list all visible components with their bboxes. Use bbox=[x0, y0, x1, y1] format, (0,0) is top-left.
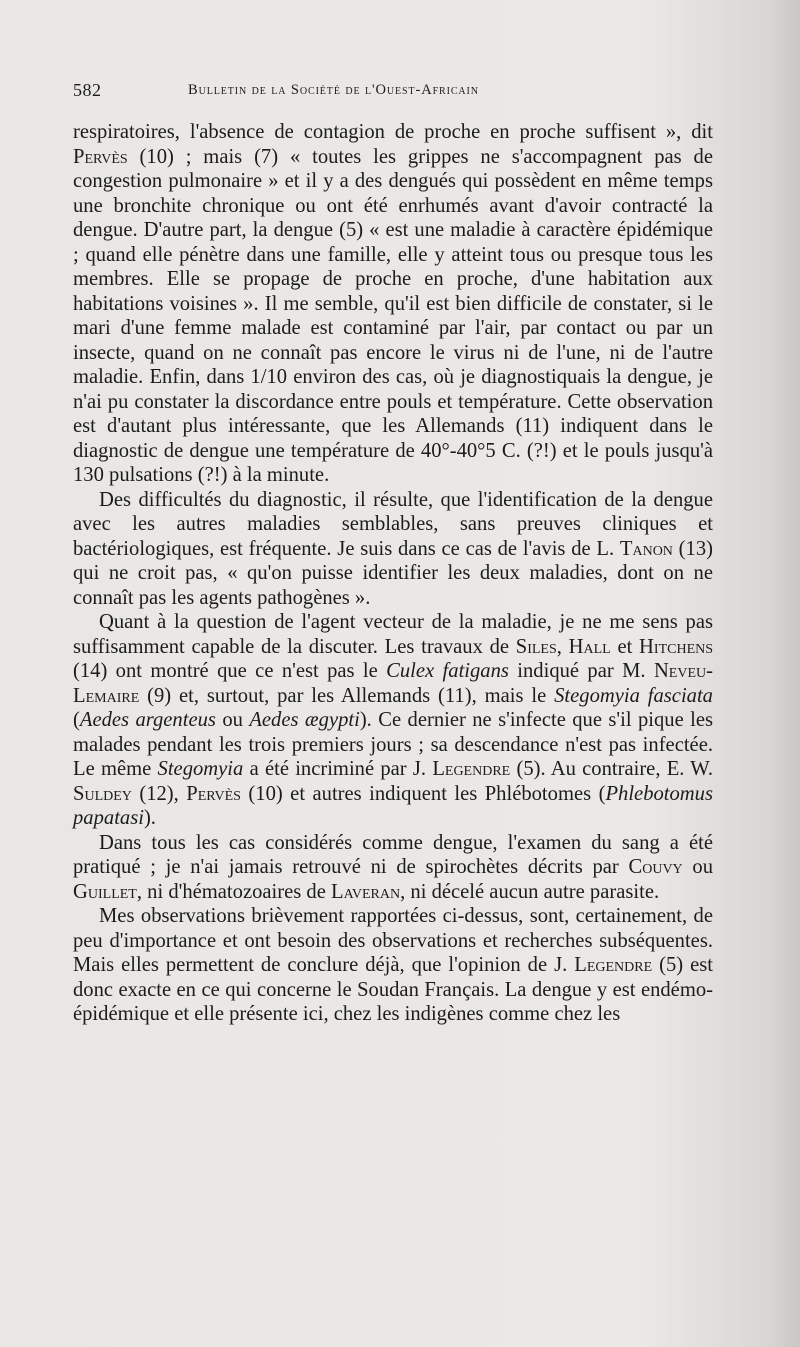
text-run: ). bbox=[143, 807, 156, 829]
author-name: Neveu-Lemaire bbox=[73, 660, 713, 707]
species-name: Stegomyia fasciata bbox=[554, 684, 713, 707]
author-name: Legendre bbox=[432, 758, 511, 780]
page-number: 582 bbox=[73, 80, 102, 100]
author-name: Pervès bbox=[73, 145, 128, 168]
page-header bbox=[73, 74, 713, 108]
text-run: respiratoires, l'absence de contagion de proche en proche suffisent », dit bbox=[73, 121, 713, 143]
text-run: ). Ce dernier ne s'infecte que s'il pique les malades pendant les trois premiers jours ; sa descendance n'est pas infectée. Le même bbox=[73, 709, 714, 780]
text-run: ( bbox=[73, 709, 80, 731]
author-name: Suldey bbox=[73, 782, 132, 805]
paragraph-1 bbox=[73, 120, 713, 488]
paragraph-2 bbox=[73, 488, 713, 611]
text-run: ou bbox=[682, 856, 713, 878]
text-run: , ni d'hématozoaires de bbox=[136, 880, 331, 903]
text-run: (5). Au contraire, E. W. bbox=[510, 758, 713, 780]
paragraph-4 bbox=[73, 831, 713, 905]
author-name: Legendre bbox=[574, 954, 653, 976]
author-name: Tanon bbox=[619, 537, 673, 560]
text-run: Des difficultés du diagnostic, il résulte, que l'identification de la dengue avec les autres maladies semblables, sans preuves cliniques et bactériologiques, est fréquente. Je suis dans ce cas de l'avis de L. bbox=[73, 488, 713, 560]
text-run: (9) et, surtout, par les Allemands (11), mais le bbox=[139, 684, 555, 707]
text-run: (13) qui ne croit pas, « qu'on puisse identifier les deux maladies, dont on ne connaît pas les agents pathogènes ». bbox=[73, 537, 713, 609]
text-run: Dans tous les cas considérés comme dengue, l'examen du sang a été pratiqué ; je n'ai jamais retrouvé ni de spirochètes décrits par bbox=[73, 831, 713, 878]
text-run: (12), bbox=[131, 782, 187, 805]
text-run: Mes observations brièvement rapportées ci-dessus, sont, certainement, de peu d'importance et ont besoin des observations et recherches subséquentes. Mais elles permettent de conclure déjà, que l'opinion de J. bbox=[73, 905, 713, 976]
text-run: , ni décelé aucun autre parasite. bbox=[400, 880, 660, 903]
paragraph-5 bbox=[73, 904, 713, 1027]
species-name: Aedes argenteus bbox=[79, 709, 216, 731]
author-name: Hall bbox=[568, 635, 611, 658]
text-run: et bbox=[610, 635, 640, 658]
running-title: Bulletin de la Société de l'Ouest-Africain bbox=[188, 82, 479, 98]
text-run: (14) ont montré que ce n'est pas le bbox=[73, 660, 387, 682]
text-run: (10) ; mais (7) « toutes les grippes ne s'accompagnent pas de congestion pulmonaire » et il y a des dengués qui possèdent en même temps une bronchite chronique ou ont été enrhumés avant d'avoir contracté la dengue. D'autre part, la dengue (5) « est une maladie à caractère épidémique ; quand elle pénètre dans une famille, elle y atteint tous ou presque tous les membres. Elle se propage de proche en proche, d'une habitation aux habitations voisines ». Il me semble, qu'il est bien difficile de constater, si le mari d'une femme malade est contaminé par l'air, par contact ou par un insecte, quand on ne connaît pas encore le virus ni de l'une, ni de l'autre maladie. Enfin, dans 1/10 environ des cas, où je diagnostiquais la dengue, je n'ai pu constater la discordance entre pouls et température. Cette observation est d'autant plus intéressante, que les Allemands (11) indiquent dans le diagnostic de dengue une température de 40°-40°5 C. (?!) et le pouls jusqu'à 130 pulsations (?!) à la minute. bbox=[73, 145, 713, 486]
body-text bbox=[73, 120, 713, 1027]
text-run: indiqué par M. bbox=[508, 660, 654, 682]
text-run: , bbox=[556, 635, 569, 658]
author-name: Couvy bbox=[628, 856, 683, 878]
author-name: Siles bbox=[515, 635, 557, 658]
paragraph-3 bbox=[73, 610, 713, 831]
text-run: (5) est donc exacte en ce qui concerne le Soudan Français. La dengue y est endémo-épidémique et elle présente ici, chez les indigènes comme chez les bbox=[73, 954, 714, 1025]
species-name: Phlebotomus papatasi bbox=[73, 782, 713, 829]
author-name: Pervès bbox=[186, 782, 241, 805]
text-run: (10) et autres indiquent les Phlébotomes ( bbox=[240, 782, 606, 805]
text-run: ou bbox=[215, 709, 250, 731]
species-name: Stegomyia bbox=[157, 758, 244, 780]
species-name: Culex fatigans bbox=[386, 660, 509, 682]
text-run: Quant à la question de l'agent vecteur de la maladie, je ne me sens pas suffisamment capable de la discuter. Les travaux de bbox=[73, 611, 713, 658]
text-run: a été incriminé par J. bbox=[243, 758, 433, 780]
author-name: Hitchens bbox=[639, 635, 714, 658]
author-name: Guillet bbox=[73, 880, 137, 903]
author-name: Laveran bbox=[331, 880, 401, 903]
species-name: Aedes ægypti bbox=[249, 709, 360, 731]
